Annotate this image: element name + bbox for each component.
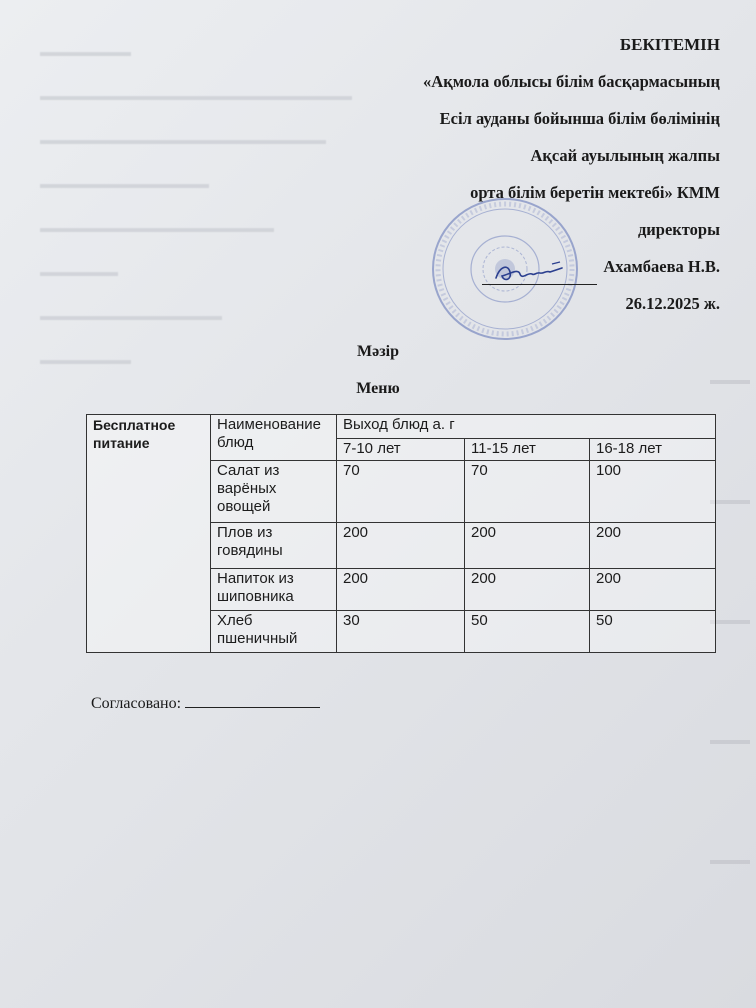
- approval-date: 26.12.2025 ж.: [625, 294, 720, 313]
- portion-value: 200: [590, 523, 716, 569]
- age-group-2: 11-15 лет: [465, 439, 590, 461]
- approval-line-4: орта білім беретін мектебі» КММ: [470, 183, 720, 202]
- portion-value: 100: [590, 461, 716, 523]
- agreement-line: [91, 693, 320, 713]
- portion-value: 50: [590, 611, 716, 653]
- free-meal-header: Бесплатное питание: [87, 415, 211, 653]
- portion-value: 200: [465, 569, 590, 611]
- dish-name: Хлеб пшеничный: [211, 611, 337, 653]
- dish-name-header: Наименование блюд: [211, 415, 337, 461]
- approval-title: БЕКІТЕМІН: [619, 35, 720, 54]
- handwritten-signature: [490, 258, 570, 286]
- portion-value: 70: [337, 461, 465, 523]
- portion-value: 200: [465, 523, 590, 569]
- bleed-through-text: ▬▬▬▬▬▬▬ ▬▬▬▬▬▬▬▬▬▬▬▬▬▬▬▬▬▬▬▬▬▬▬▬ ▬▬▬▬▬▬▬▬▬▬▬▬▬▬▬▬▬▬▬▬▬▬ ▬▬▬▬▬▬▬▬▬▬▬▬▬ ▬▬▬▬▬▬▬▬▬▬▬▬▬▬▬▬▬▬ ▬▬▬▬▬▬ ▬▬▬▬▬▬▬▬▬▬▬▬▬▬ ▬▬▬▬▬▬▬: [40, 44, 352, 367]
- menu-table: [86, 414, 716, 653]
- approval-line-3: Ақсай ауылының жалпы: [530, 146, 720, 165]
- dish-name: Салат из варёных овощей: [211, 461, 337, 523]
- portion-value: 200: [590, 569, 716, 611]
- bleed-through-marks: [710, 320, 750, 980]
- approval-line-2: Есіл ауданы бойынша білім бөлімінің: [439, 109, 720, 128]
- dish-name: Плов из говядины: [211, 523, 337, 569]
- approval-block: [423, 26, 720, 322]
- heading-russian: Меню: [356, 380, 400, 397]
- signature-line: [482, 264, 597, 285]
- approval-line-1: «Ақмола облысы білім басқармасының: [423, 72, 720, 91]
- age-group-3: 16-18 лет: [590, 439, 716, 461]
- yield-header: Выход блюд а. г: [337, 415, 716, 439]
- table-header-row: [87, 415, 716, 439]
- portion-value: 30: [337, 611, 465, 653]
- dish-name: Напиток из шиповника: [211, 569, 337, 611]
- signatory-name: Ахамбаева Н.В.: [603, 257, 720, 276]
- portion-value: 70: [465, 461, 590, 523]
- heading-kazakh: Мәзір: [357, 343, 399, 360]
- portion-value: 200: [337, 569, 465, 611]
- portion-value: 50: [465, 611, 590, 653]
- portion-value: 200: [337, 523, 465, 569]
- signature-row: [423, 248, 720, 285]
- agreed-label: Согласовано:: [91, 695, 182, 712]
- approval-line-5: директоры: [637, 220, 720, 239]
- age-group-1: 7-10 лет: [337, 439, 465, 461]
- agreement-blank: [185, 693, 320, 708]
